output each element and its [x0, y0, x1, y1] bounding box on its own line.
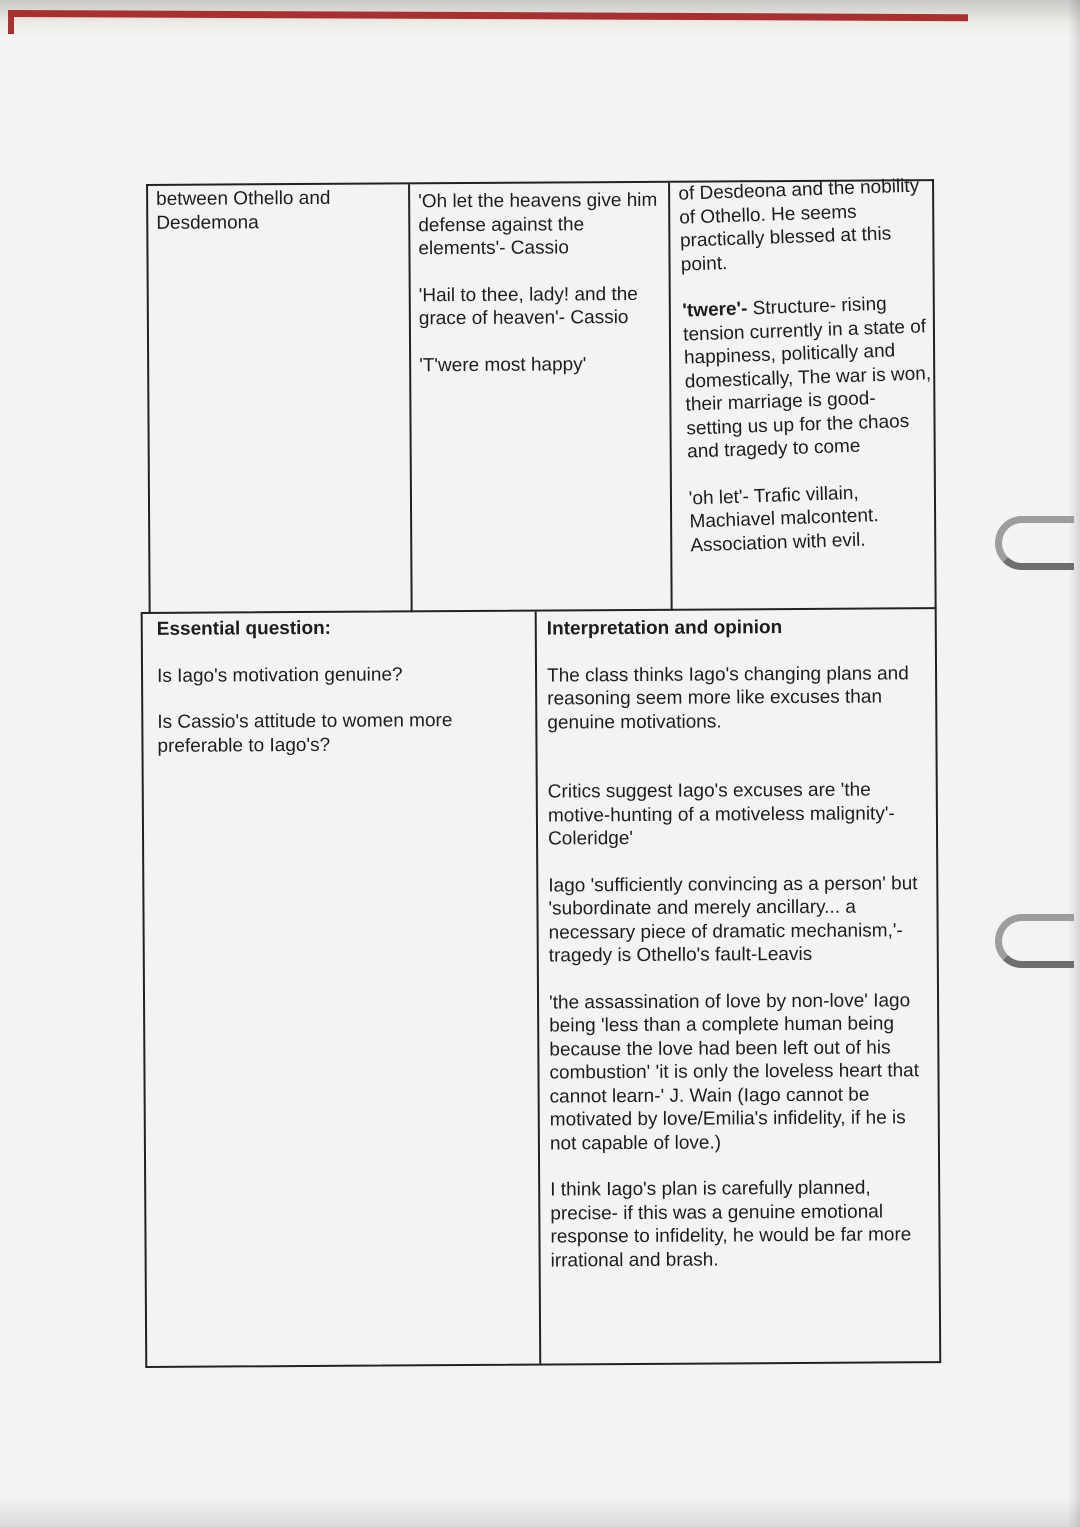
- analysis-para-1: of Desdeona and the nobility of Othello. He seems practically blessed at this point.: [678, 175, 920, 276]
- interpretation-para-5: I think Iago's plan is carefully planned, precise- if this was a genuine emotional response to infidelity, he would be far more irrational and brash.: [550, 1177, 912, 1271]
- essential-question-heading: Essential question:: [156, 617, 332, 640]
- top-divider-2: [668, 183, 673, 611]
- analysis-cell: [678, 174, 941, 557]
- interpretation-heading: Interpretation and opinion: [546, 617, 783, 640]
- page-shadow-right: [1068, 0, 1080, 1527]
- bottom-row: [141, 607, 942, 1368]
- binder-ring-lower: [995, 914, 1074, 968]
- essential-question-2: Is Cassio's attitude to women more preferable to Iago's?: [157, 710, 453, 757]
- interpretation-para-1: The class thinks Iago's changing plans and reasoning seem more like excuses than genuine motivations.: [546, 662, 909, 734]
- top-divider-1: [408, 184, 413, 612]
- top-row: [146, 175, 937, 614]
- quote-2: 'Hail to thee, lady! and the grace of heaven'- Cassio: [418, 283, 638, 330]
- essential-question-1: Is Iago's motivation genuine?: [156, 663, 403, 687]
- interpretation-para-4: 'the assassination of love by non-love' Iago being 'less than a complete human being because the love had been left out of his combustion' 'it is only the loveless heart that cannot learn-' J. Wain (Iago cannot be motivated by love/Emilia's infidelity, if he is not capable of love.): [548, 989, 920, 1155]
- analysis-para-2-body: Structure- rising tension currently in a state of happiness, politically and domestically, The war is won, their marriage is good- setting us up for the chaos and tragedy to come: [682, 293, 932, 463]
- quote-1: 'Oh let the heavens give him defense against the elements'- Cassio: [418, 189, 658, 260]
- interpretation-cell: [547, 615, 931, 1272]
- binder-red-corner: [8, 10, 14, 34]
- binder-ring-upper: [995, 516, 1074, 570]
- analysis-para-2: [682, 291, 937, 464]
- context-cell: [156, 186, 396, 257]
- context-text: between Othello and Desdemona: [156, 187, 331, 234]
- interpretation-para-2: Critics suggest Iago's excuses are 'the motive-hunting of a motiveless malignity'- Coleridge': [547, 779, 895, 850]
- quote-3: 'T'were most happy': [419, 353, 587, 376]
- essential-question-cell: [157, 616, 518, 781]
- quotes-cell: [418, 189, 664, 400]
- notes-table: [138, 171, 941, 1368]
- page-shadow-bottom: [0, 1497, 1080, 1527]
- twere-bold-label: 'twere'-: [682, 298, 748, 322]
- interpretation-para-3: Iago 'sufficiently convincing as a person' but 'subordinate and merely ancillary... a necessary piece of dramatic mechanism,'- tragedy is Othello's fault-Leavis: [548, 872, 918, 967]
- analysis-para-3: 'oh let'- Trafic villain, Machiavel malcontent. Association with evil.: [688, 482, 879, 556]
- bottom-divider: [535, 612, 542, 1364]
